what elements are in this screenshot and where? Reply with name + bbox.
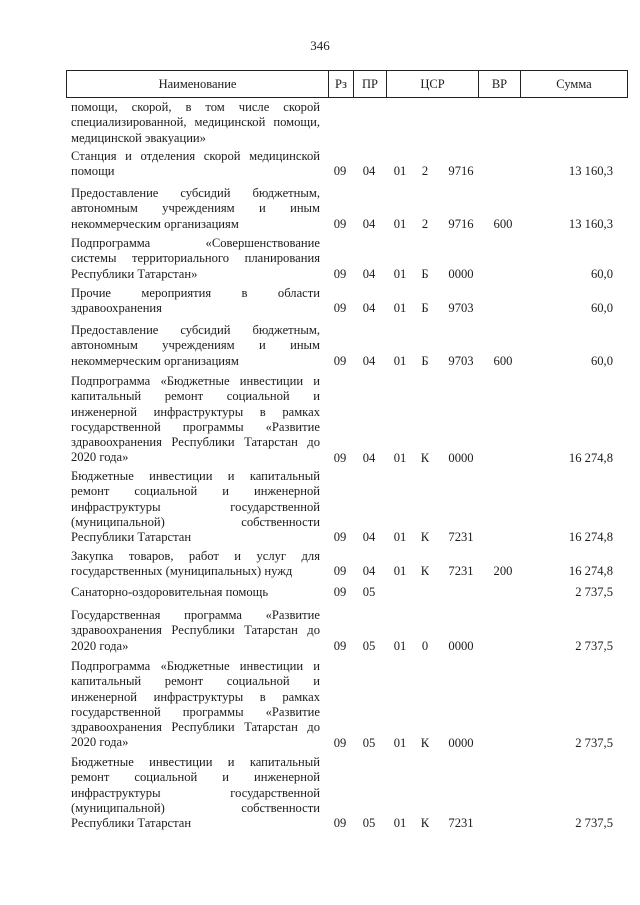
row-name <box>71 100 320 146</box>
header-rz: Рз <box>329 71 354 97</box>
row-name <box>71 323 320 369</box>
row-name <box>71 149 320 180</box>
row-csr-subprogram: Б <box>421 266 429 281</box>
row-name <box>71 755 320 831</box>
header-name: Наименование <box>67 71 329 97</box>
row-name-line: здравоохранения Республики Татарстан до <box>71 435 320 450</box>
row-name-line: Предоставление субсидий бюджетным, <box>71 186 320 200</box>
row-sum: 13 160,3 <box>568 164 613 179</box>
row-name-line: здравоохранения <box>71 301 162 316</box>
row-name-line: Санаторно-оздоровительная помощь <box>71 585 269 599</box>
row-name-line: инженерной инфраструктуры в рамках <box>71 404 320 419</box>
row-csr-subprogram: 2 <box>421 164 429 179</box>
row-rz: 09 <box>333 638 347 653</box>
row-csr-code: 0000 <box>448 266 474 281</box>
row-csr-program: 01 <box>393 564 407 579</box>
row-name-line: Станция и отделения скорой медицинской <box>71 149 320 163</box>
row-csr-code: 7231 <box>448 564 474 579</box>
row-rz: 09 <box>333 450 347 465</box>
row-name-line: Прочие мероприятия в области <box>71 286 320 300</box>
row-name-line: 2020 года» <box>71 638 129 653</box>
row-name-line: Подпрограмма «Бюджетные инвестиции и <box>71 374 320 388</box>
row-name-line: Бюджетные инвестиции и капитальный <box>71 469 320 483</box>
row-pr: 05 <box>362 735 376 750</box>
row-name-line: Закупка товаров, работ и услуг для <box>71 549 320 563</box>
row-sum: 2 737,5 <box>575 735 613 750</box>
row-name-line: государственной программы «Развитие <box>71 419 320 434</box>
row-rz: 09 <box>333 164 347 179</box>
row-pr: 04 <box>362 564 376 579</box>
row-sum: 13 160,3 <box>568 216 613 231</box>
row-csr-subprogram: 0 <box>421 638 429 653</box>
row-csr-program: 01 <box>393 266 407 281</box>
row-name-line: некоммерческим организациям <box>71 216 239 231</box>
row-vr: 600 <box>493 216 513 231</box>
row-name-line: системы территориального планирования <box>71 251 320 266</box>
row-name-line: ремонт социальной и инженерной <box>71 484 320 499</box>
row-pr: 04 <box>362 353 376 368</box>
row-name-line: Государственная программа «Развитие <box>71 608 320 622</box>
row-csr-program: 01 <box>393 216 407 231</box>
row-csr-program: 01 <box>393 450 407 465</box>
row-name <box>71 286 320 317</box>
page-number: 346 <box>310 38 330 53</box>
row-pr: 04 <box>362 164 376 179</box>
row-name-line: инфраструктуры государственной <box>71 499 320 514</box>
row-name-line: медицинской эвакуации» <box>71 130 206 145</box>
row-csr-program: 01 <box>393 816 407 831</box>
row-name-line: 2020 года» <box>71 450 129 465</box>
row-csr-code: 9716 <box>448 164 474 179</box>
row-name-line: Республики Татарстан <box>71 530 192 545</box>
row-rz: 09 <box>333 585 347 599</box>
row-csr-code: 0000 <box>448 638 474 653</box>
row-name-line: некоммерческим организациям <box>71 353 239 368</box>
row-rz: 09 <box>333 266 347 281</box>
row-sum: 16 274,8 <box>568 530 613 545</box>
row-sum: 2 737,5 <box>575 816 613 831</box>
row-csr-code: 7231 <box>448 816 474 831</box>
row-csr-subprogram: К <box>420 530 430 545</box>
row-name-line: специализированной, медицинской помощи, <box>71 115 320 130</box>
row-csr-subprogram: К <box>420 735 430 750</box>
row-csr-program: 01 <box>393 638 407 653</box>
row-csr-program: 01 <box>393 735 407 750</box>
row-sum: 60,0 <box>590 266 613 281</box>
row-name <box>71 374 320 466</box>
row-name <box>71 469 320 545</box>
row-name-line: здравоохранения Республики Татарстан до <box>71 623 320 638</box>
row-csr-code: 9703 <box>448 353 474 368</box>
row-csr-subprogram: Б <box>421 301 429 316</box>
row-rz: 09 <box>333 216 347 231</box>
row-csr-code: 0000 <box>448 450 474 465</box>
row-pr: 04 <box>362 301 376 316</box>
row-sum: 2 737,5 <box>575 638 613 653</box>
row-csr-code: 9716 <box>448 216 474 231</box>
row-rz: 09 <box>333 816 347 831</box>
row-name <box>71 236 320 282</box>
row-csr-code: 9703 <box>448 301 474 316</box>
row-vr: 200 <box>493 564 513 579</box>
row-name <box>71 659 320 751</box>
row-name-line: капитальный ремонт социальной и <box>71 389 320 404</box>
row-pr: 04 <box>362 450 376 465</box>
row-pr: 05 <box>362 638 376 653</box>
row-csr-subprogram: Б <box>421 353 429 368</box>
row-name-line: государственных (муниципальных) нужд <box>71 564 293 579</box>
row-pr: 04 <box>362 266 376 281</box>
row-name-line: (муниципальной) собственности <box>71 800 320 815</box>
row-name-line: (муниципальной) собственности <box>71 514 320 529</box>
row-sum: 16 274,8 <box>568 564 613 579</box>
row-csr-subprogram: К <box>420 450 430 465</box>
row-csr-program: 01 <box>393 301 407 316</box>
row-name-line: автономным учреждениям и иным <box>71 201 320 216</box>
row-csr-code: 0000 <box>448 735 474 750</box>
row-name-line: инженерной инфраструктуры в рамках <box>71 689 320 704</box>
row-sum: 60,0 <box>590 353 613 368</box>
row-name-line: Республики Татарстан <box>71 816 192 831</box>
row-name-line: помощи <box>71 164 115 179</box>
row-name-line: автономным учреждениям и иным <box>71 338 320 353</box>
row-csr-program: 01 <box>393 530 407 545</box>
row-csr-code: 7231 <box>448 530 474 545</box>
row-csr-subprogram: К <box>420 564 430 579</box>
header-sum: Сумма <box>556 77 592 91</box>
row-name <box>71 186 320 232</box>
row-name-line: капитальный ремонт социальной и <box>71 674 320 689</box>
row-csr-program: 01 <box>393 164 407 179</box>
row-name-line: 2020 года» <box>71 735 129 750</box>
row-name-line: Подпрограмма «Бюджетные инвестиции и <box>71 659 320 673</box>
row-pr: 05 <box>362 816 376 831</box>
row-rz: 09 <box>333 353 347 368</box>
row-csr-subprogram: 2 <box>421 216 429 231</box>
table-header <box>66 70 628 98</box>
row-name <box>71 549 320 580</box>
header-csr: ЦСР <box>387 71 479 97</box>
row-rz: 09 <box>333 301 347 316</box>
header-vr: ВР <box>479 71 521 97</box>
row-name-line: Подпрограмма «Совершенствование <box>71 236 320 250</box>
row-name <box>71 608 320 654</box>
row-name <box>71 585 320 600</box>
row-pr: 04 <box>362 530 376 545</box>
row-name-line: инфраструктуры государственной <box>71 785 320 800</box>
row-sum: 2 737,5 <box>575 585 613 599</box>
row-name-line: государственной программы «Развитие <box>71 704 320 719</box>
row-rz: 09 <box>333 735 347 750</box>
row-csr-program: 01 <box>393 353 407 368</box>
row-vr: 600 <box>493 353 513 368</box>
row-name-line: Бюджетные инвестиции и капитальный <box>71 755 320 769</box>
row-name-line: Предоставление субсидий бюджетным, <box>71 323 320 337</box>
row-pr: 05 <box>362 585 376 599</box>
row-sum: 16 274,8 <box>568 450 613 465</box>
row-name-line: Республики Татарстан» <box>71 266 198 281</box>
row-name-line: ремонт социальной и инженерной <box>71 770 320 785</box>
row-name-line: здравоохранения Республики Татарстан до <box>71 720 320 735</box>
row-name-line: помощи, скорой, в том числе скорой <box>71 100 320 114</box>
row-rz: 09 <box>333 530 347 545</box>
row-sum: 60,0 <box>590 301 613 316</box>
header-pr: ПР <box>354 71 387 97</box>
row-csr-subprogram: К <box>420 816 430 831</box>
row-rz: 09 <box>333 564 347 579</box>
row-pr: 04 <box>362 216 376 231</box>
